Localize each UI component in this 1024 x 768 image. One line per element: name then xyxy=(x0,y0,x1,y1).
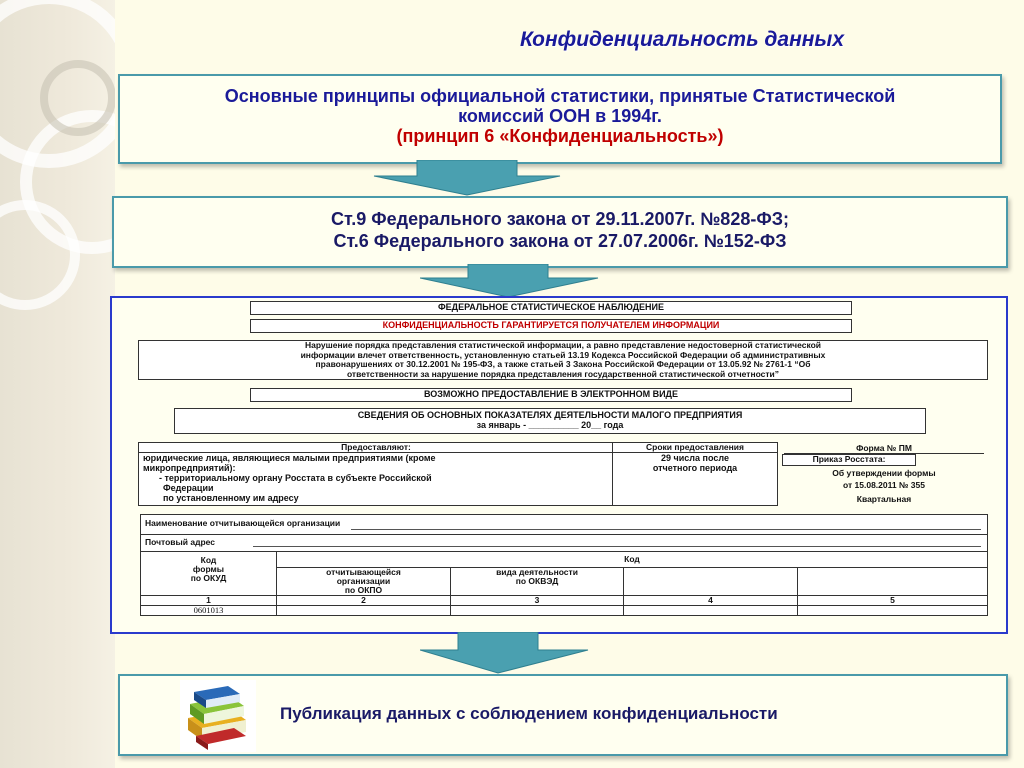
col-number: 2 xyxy=(277,596,451,606)
principles-line-2: комиссий ООН в 1994г. xyxy=(458,106,662,126)
deadline-line: отчетного периода xyxy=(652,463,738,473)
provide-line: по установленному им адресу xyxy=(163,493,299,503)
codes-table xyxy=(140,551,988,616)
deadline-header: Сроки предоставления xyxy=(612,442,778,454)
order-line: от 15.08.2011 № 355 xyxy=(843,480,925,490)
empty-cell xyxy=(451,606,624,616)
provide-cell xyxy=(138,452,614,506)
deadline-line: 29 числа после xyxy=(661,453,729,463)
form-number: Форма № ПМ xyxy=(784,443,984,454)
publication-box xyxy=(118,674,1008,756)
provide-header: Предоставляют: xyxy=(138,442,614,454)
info-period: за январь - __________ 20__ года xyxy=(476,420,624,430)
okpo-header-line: организации xyxy=(336,576,391,586)
federal-law-box xyxy=(112,196,1008,268)
okved-header-line: по ОКВЭД xyxy=(515,576,559,586)
electronic-header: ВОЗМОЖНО ПРЕДОСТАВЛЕНИЕ В ЭЛЕКТРОННОМ ВИДЕ xyxy=(250,388,852,402)
liability-warning xyxy=(138,340,988,380)
org-name-label: Наименование отчитывающейся организации xyxy=(145,518,341,528)
col-number: 4 xyxy=(624,596,798,606)
col-number: 1 xyxy=(141,596,277,606)
statistical-form-panel xyxy=(110,296,1008,634)
down-arrow-icon xyxy=(372,160,562,196)
okud-header xyxy=(141,552,277,596)
provide-line: Федерации xyxy=(163,483,214,493)
deadline-cell xyxy=(612,452,778,506)
order-label: Приказ Росстата: xyxy=(782,454,916,466)
okved-header-line: вида деятельности xyxy=(496,567,578,577)
down-arrow-icon xyxy=(420,632,610,674)
quarterly-label: Квартальная xyxy=(856,494,912,504)
page-title: Конфиденциальность данных xyxy=(520,28,845,51)
okpo-header xyxy=(277,568,451,596)
un-principles-box xyxy=(118,74,1002,164)
principles-line-1: Основные принципы официальной статистики, принятые Статистической xyxy=(224,86,896,106)
okpo-header-line: по ОКПО xyxy=(344,585,383,595)
okpo-header-line: отчитывающейся xyxy=(326,567,401,577)
warning-line: информации влечет ответственность, установленную статьей 13.19 Кодекса Российской Федерации об административных xyxy=(300,349,826,360)
info-title-box xyxy=(174,408,926,434)
law-line-2: Ст.6 Федерального закона от 27.07.2006г. №152-ФЗ xyxy=(333,231,787,251)
form-header: ФЕДЕРАЛЬНОЕ СТАТИСТИЧЕСКОЕ НАБЛЮДЕНИЕ xyxy=(250,301,852,315)
publication-text: Публикация данных с соблюдением конфиденциальности xyxy=(280,704,778,723)
warning-line: правонарушениях от 30.12.2001 № 195-ФЗ, а также статьей 3 Закона Российской Федерации от 13.05.92 № 2761-1 “Об xyxy=(315,359,811,369)
okved-header xyxy=(451,568,624,596)
empty-cell xyxy=(624,606,798,616)
confidentiality-header: КОНФИДЕНЦИАЛЬНОСТЬ ГАРАНТИРУЕТСЯ ПОЛУЧАТЕЛЕМ ИНФОРМАЦИИ xyxy=(250,319,852,333)
okud-header-line: Код xyxy=(200,555,217,565)
principle-6: (принцип 6 «Конфиденциальность») xyxy=(396,126,724,146)
col-number: 3 xyxy=(451,596,624,606)
empty-header xyxy=(624,568,798,596)
okud-header-line: формы xyxy=(192,564,225,574)
warning-line: ответственности за нарушение порядка представления государственной статистической отчетности” xyxy=(346,368,780,379)
okud-header-line: по ОКУД xyxy=(190,573,227,583)
law-line-1: Ст.9 Федерального закона от 29.11.2007г. №828-ФЗ; xyxy=(331,209,789,229)
empty-header xyxy=(798,568,988,596)
warning-line: Нарушение порядка представления статистической информации, а равно представление недостоверной статистической xyxy=(304,340,822,350)
books-icon xyxy=(180,680,256,752)
down-arrow-icon xyxy=(420,264,610,298)
provide-line: микропредприятий): xyxy=(143,463,236,473)
empty-cell xyxy=(277,606,451,616)
empty-cell xyxy=(798,606,988,616)
decor-ring xyxy=(40,60,115,136)
provide-line: юридические лица, являющиеся малыми предприятиями (кроме xyxy=(143,453,436,463)
decorative-sidebar xyxy=(0,0,115,768)
postal-label: Почтовый адрес xyxy=(145,537,215,547)
okud-value: 0601013 xyxy=(141,606,277,616)
order-line: Об утверждении формы xyxy=(832,468,936,478)
info-title: СВЕДЕНИЯ ОБ ОСНОВНЫХ ПОКАЗАТЕЛЯХ ДЕЯТЕЛЬНОСТИ МАЛОГО ПРЕДПРИЯТИЯ xyxy=(357,410,743,420)
provide-line: - территориальному органу Росстата в субъекте Российской xyxy=(159,473,432,483)
col-number: 5 xyxy=(798,596,988,606)
code-header: Код xyxy=(277,552,988,568)
